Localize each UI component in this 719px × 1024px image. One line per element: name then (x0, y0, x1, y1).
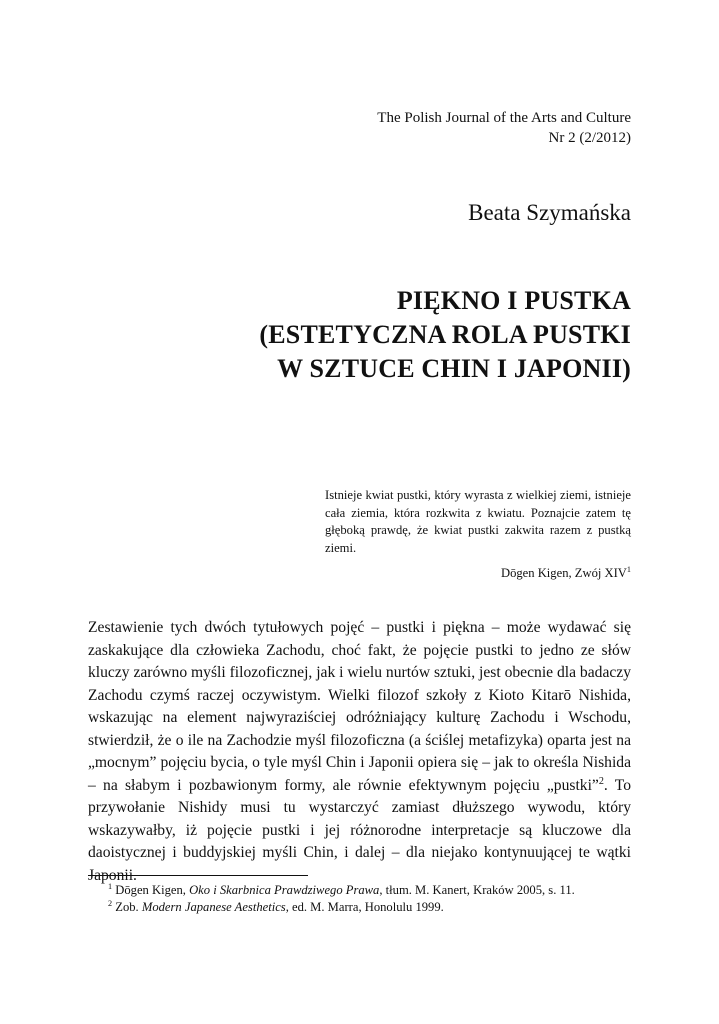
footnote-text: , ed. M. Marra, Honolulu 1999. (285, 900, 444, 914)
footnote-text: , tłum. M. Kanert, Kraków 2005, s. 11. (379, 883, 575, 897)
article-title (259, 284, 631, 386)
footnote-book-title: Oko i Skarbnica Prawdziwego Prawa (189, 883, 380, 897)
footnote (108, 882, 638, 899)
footnote-ref: 2 (598, 775, 604, 787)
title-line: PIĘKNO I PUSTKA (396, 286, 631, 315)
journal-header (377, 108, 631, 148)
body-paragraph (88, 617, 631, 887)
title-line: (ESTETYCZNA ROLA PUSTKI (259, 320, 631, 349)
footnotes (108, 882, 638, 916)
author-name: Beata Szymańska (468, 200, 631, 225)
footnote-ref: 1 (626, 564, 631, 574)
footnote-number: 1 (108, 881, 113, 891)
journal-issue: Nr 2 (2/2012) (548, 130, 631, 146)
body-text: . To przywołanie Nishidy musi tu wystarczyć zamiast dłuższego wywodu, który wskazywałby, iż pojęcie pustki i jej różnorodne interpretacje są kluczowe dla daoistycznej i buddyjskiej myśli Chin, i dalej – dla niejako kontynuującej te wątki Japonii. (88, 776, 631, 884)
footnote-number: 2 (108, 898, 113, 908)
footnote (108, 899, 638, 916)
journal-name: The Polish Journal of the Arts and Culture (377, 110, 631, 126)
body-text: Zestawienie tych dwóch tytułowych pojęć – pustki i piękna – może wydawać się zaskakujące dla człowieka Zachodu, choć fakt, że pojęcie pustki to jedno ze słów kluczy zarówno myśli filozoficznej, jak i wielu nurtów sztuki, jest obecnie dla badaczy Zachodu czymś raczej oczywistym. Wielki filozof szkoły z Kioto Kitarō Nishida, wskazując na element najwyraziściej odróżniający kulturę Zachodu i Wschodu, stwierdził, że o ile na Zachodzie myśl filozoficzna (a ściślej metafizyka) oparta jest na „mocnym” pojęciu bycia, o tyle myśl Chin i Japonii opiera się – jak to określa Nishida – na słabym i pozbawionym formy, ale równie efektywnym pojęciu „pustki” (88, 619, 632, 794)
footnote-text: Dōgen Kigen, (115, 883, 190, 897)
epigraph-source-text: Dōgen Kigen, Zwój XIV (500, 566, 627, 580)
footnote-text: Zob. (115, 900, 142, 914)
title-line: W SZTUCE CHIN I JAPONII) (277, 354, 631, 383)
footnote-divider (88, 875, 308, 876)
footnote-book-title: Modern Japanese Aesthetics (141, 900, 286, 914)
epigraph-source (501, 565, 631, 582)
epigraph-quote: Istnieje kwiat pustki, który wyrasta z wielkiej ziemi, istnieje cała ziemia, która rozkwita z kwiatu. Poznajcie zatem tę głęboką prawdę, że kwiat pustki zakwita razem z pustką ziemi. (325, 488, 631, 555)
